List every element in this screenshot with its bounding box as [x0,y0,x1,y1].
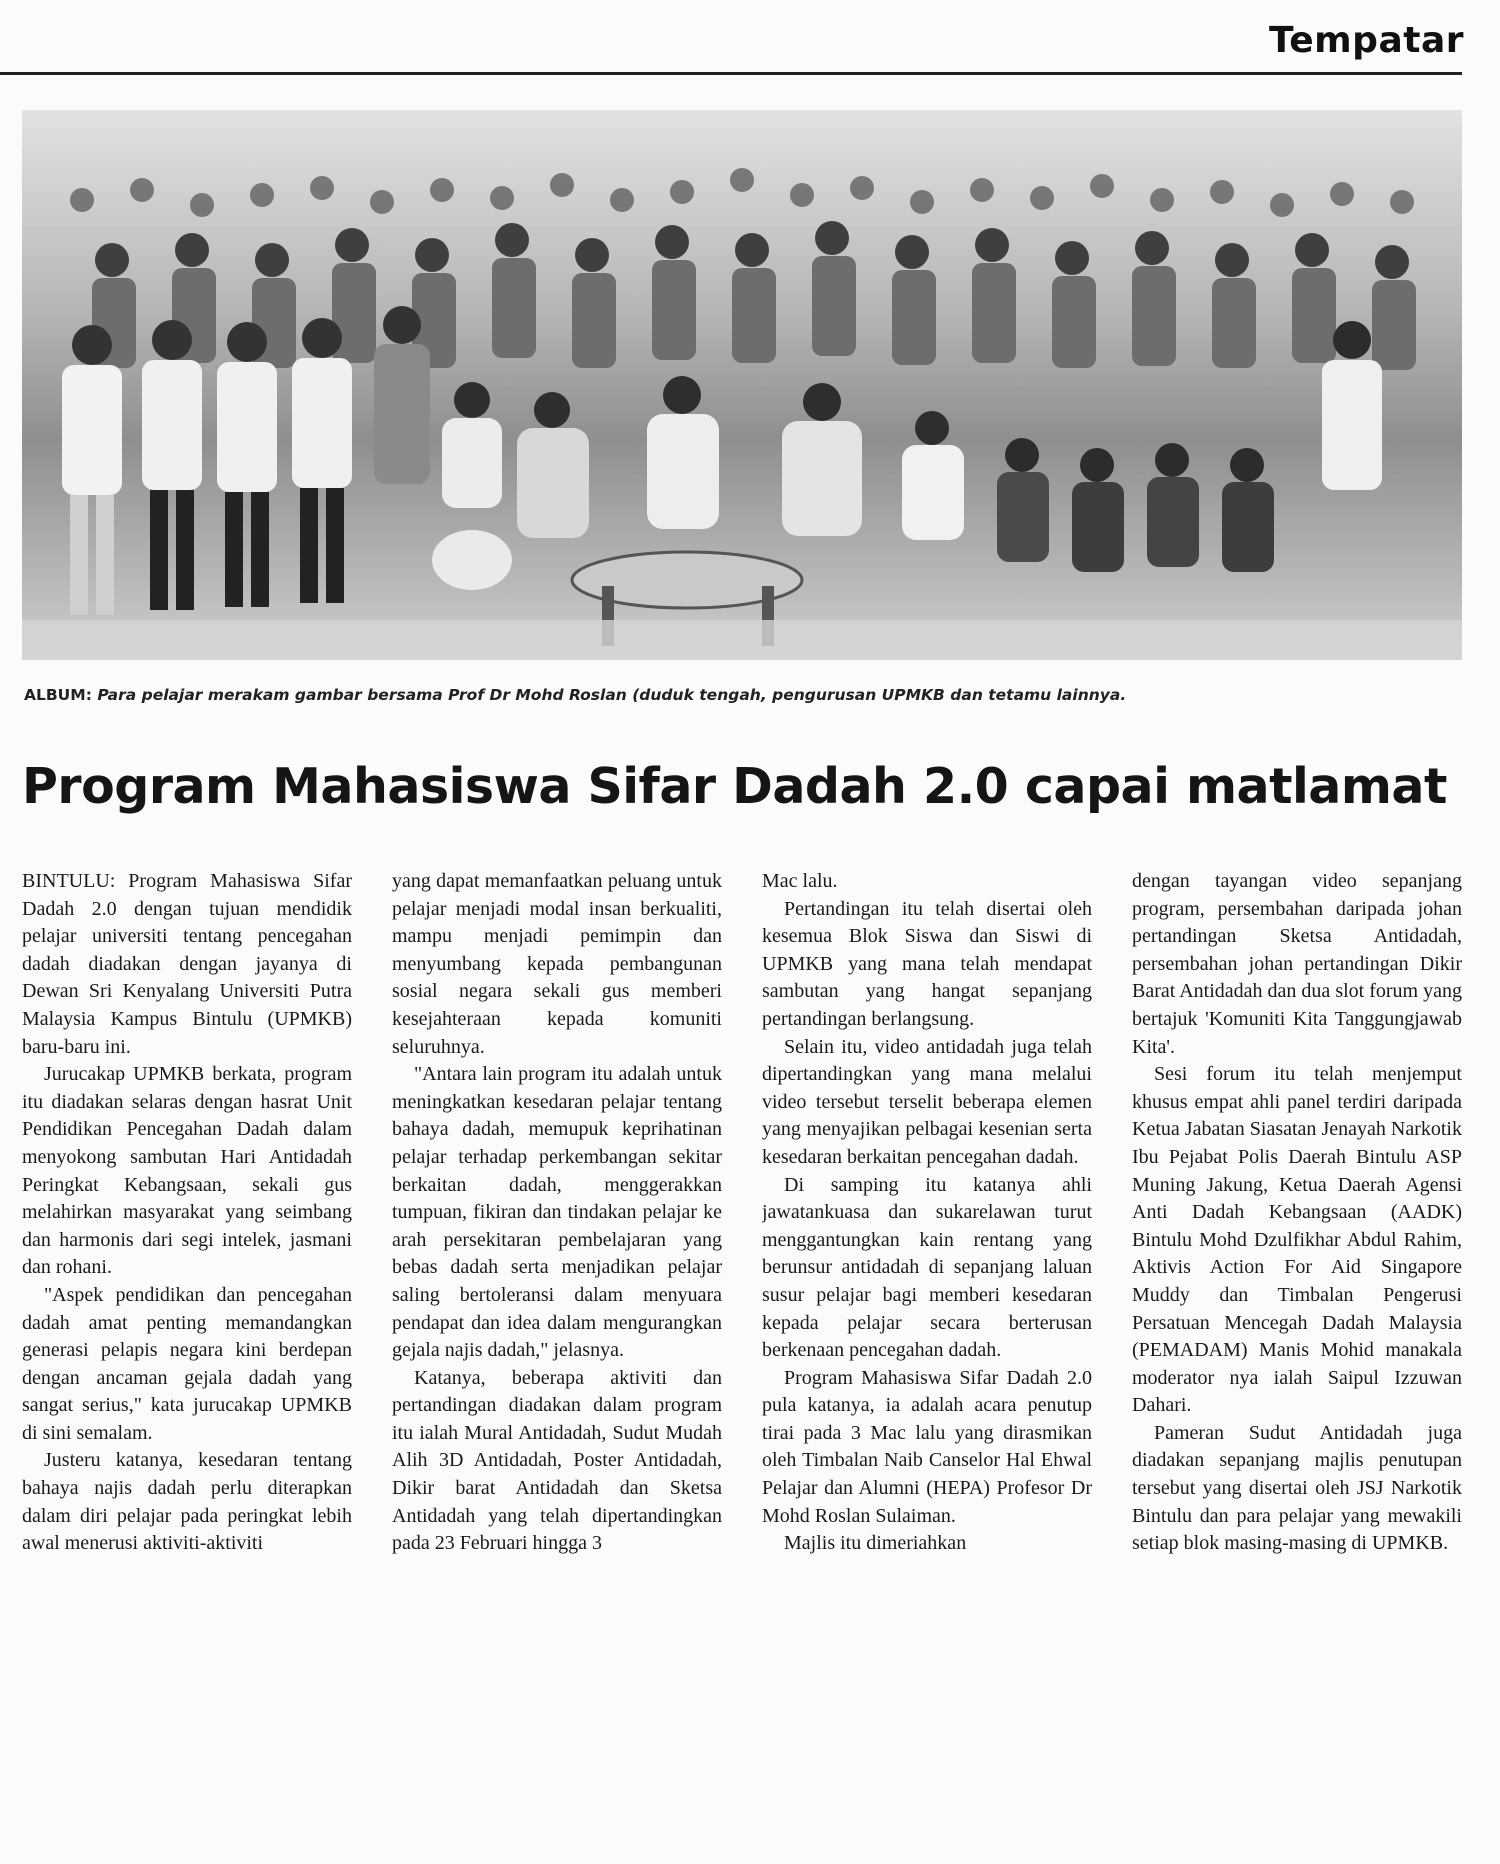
photo-caption [24,686,1464,704]
article-column-3 [762,868,1092,1858]
article-column-4 [1132,868,1462,1858]
top-rule [0,72,1462,75]
paragraph: BINTULU: Program Mahasiswa Sifar Dadah 2.0 dengan tujuan mendidik pelajar universiti tentang pencegahan dadah diadakan dengan jayanya di Dewan Sri Kenyalang Universiti Putra Malaysia Kampus Bintulu (UPMKB) baru-baru ini. [22,870,352,1058]
paragraph: Program Mahasiswa Sifar Dadah 2.0 pula katanya, ia adalah acara penutup tirai pada 3 Mac lalu yang dirasmikan oleh Timbalan Naib Canselor Hal Ehwal Pelajar dan Alumni (HEPA) Profesor Dr Mohd Roslan Sulaiman. [762,1366,1092,1527]
caption-label: ALBUM: [24,686,92,704]
paragraph: "Aspek pendidikan dan pencegahan dadah amat penting memandangkan generasi pelapis negara kini berdepan dengan ancaman gejala dadah yang sangat serius," kata jurucakap UPMKB di sini semalam. [22,1283,352,1444]
paragraph: yang dapat memanfaatkan peluang untuk pelajar menjadi modal insan berkualiti, mampu menjadi pemimpin dan menyumbang kepada pembangunan sosial negara sekali gus memberi kesejahteraan kepada komuniti seluruhnya. [392,870,722,1058]
paragraph: Sesi forum itu telah menjemput khusus empat ahli panel terdiri daripada Ketua Jabatan Siasatan Jenayah Narkotik Ibu Pejabat Polis Daerah Bintulu ASP Muning Jakung, Ketua Daerah Agensi Anti Dadah Kebangsaan (AADK) Bintulu Mohd Dzulfikhar Abdul Rahim, Aktivis Action For Aid Singapore Muddy dan Timbalan Pengerusi Persatuan Mencegah Dadah Malaysia (PEMADAM) Manis Mohid manakala moderator nya ialah Saipul Izzuwan Dahari. [1132,1063,1462,1417]
headline: Program Mahasiswa Sifar Dadah 2.0 capai matlamat [22,758,1447,815]
paragraph: "Antara lain program itu adalah untuk meningkatkan kesedaran pelajar tentang bahaya dadah, memupuk keprihatinan pelajar terhadap perkembangan sekitar berkaitan dadah, menggerakkan tumpuan, fikiran dan tindakan pelajar ke arah persekitaran pembelajaran yang bebas dadah serta menjadikan pelajar saling bertoleransi dalam menyuara pendapat dan idea dalam mengurangkan gejala najis dadah," jelasnya. [392,1063,722,1362]
paragraph: Selain itu, video antidadah juga telah dipertandingkan yang mana melalui video tersebut terselit beberapa elemen yang menyajikan pelbagai kesenian serta kesedaran berkaitan pencegahan dadah. [762,1035,1092,1168]
paragraph: dengan tayangan video sepanjang program, persembahan daripada johan pertandingan Sketsa Antidadah, persembahan johan pertandingan Dikir Barat Antidadah dan dua slot forum yang bertajuk 'Komuniti Kita Tanggungjawab Kita'. [1132,870,1462,1058]
group-photo-illustration [22,110,1462,660]
paragraph: Justeru katanya, kesedaran tentang bahaya najis dadah perlu diterapkan dalam diri pelajar pada peringkat lebih awal menerusi aktiviti-aktiviti [22,1449,352,1555]
paragraph: Katanya, beberapa aktiviti dan pertandingan diadakan dalam program itu ialah Mural Antidadah, Sudut Mudah Alih 3D Antidadah, Poster Antidadah, Dikir barat Antidadah dan Sketsa Antidadah yang telah dipertandingkan pada 23 Februari hingga 3 [392,1366,722,1555]
paragraph: Mac lalu. [762,870,838,892]
paragraph: Di samping itu katanya ahli jawatankuasa dan sukarelawan turut menggantungkan kain rentang yang berunsur antidadah di sepanjang laluan susur pelajar bagi memberi kesedaran kepada pelajar secara berterusan berkenaan pencegahan dadah. [762,1173,1092,1362]
article-column-1 [22,868,352,1858]
paragraph: Pameran Sudut Antidadah juga diadakan sepanjang majlis penutupan tersebut yang disertai oleh JSJ Narkotik Bintulu dan para pelajar yang mewakili setiap blok masing-masing di UPMKB. [1132,1421,1462,1555]
section-label: Tempatar [1268,20,1464,61]
paragraph: Majlis itu dimeriahkan [784,1532,967,1555]
group-photo [22,110,1462,660]
caption-text: Para pelajar merakam gambar bersama Prof Dr Mohd Roslan (duduk tengah, pengurusan UPMKB dan tetamu lainnya. [97,686,1127,704]
article-column-2 [392,868,722,1858]
paragraph: Pertandingan itu telah disertai oleh kesemua Blok Siswa dan Siswi di UPMKB yang mana telah mendapat sambutan yang hangat sepanjang pertandingan berlangsung. [762,897,1092,1030]
paragraph: Jurucakap UPMKB berkata, program itu diadakan selaras dengan hasrat Unit Pendidikan Pencegahan Dadah dalam menyokong sambutan Hari Antidadah Peringkat Kebangsaan, sekali gus melahirkan masyarakat yang seimbang dan harmonis dari segi intelek, jasmani dan rohani. [22,1063,352,1279]
article-body [22,868,1462,1858]
